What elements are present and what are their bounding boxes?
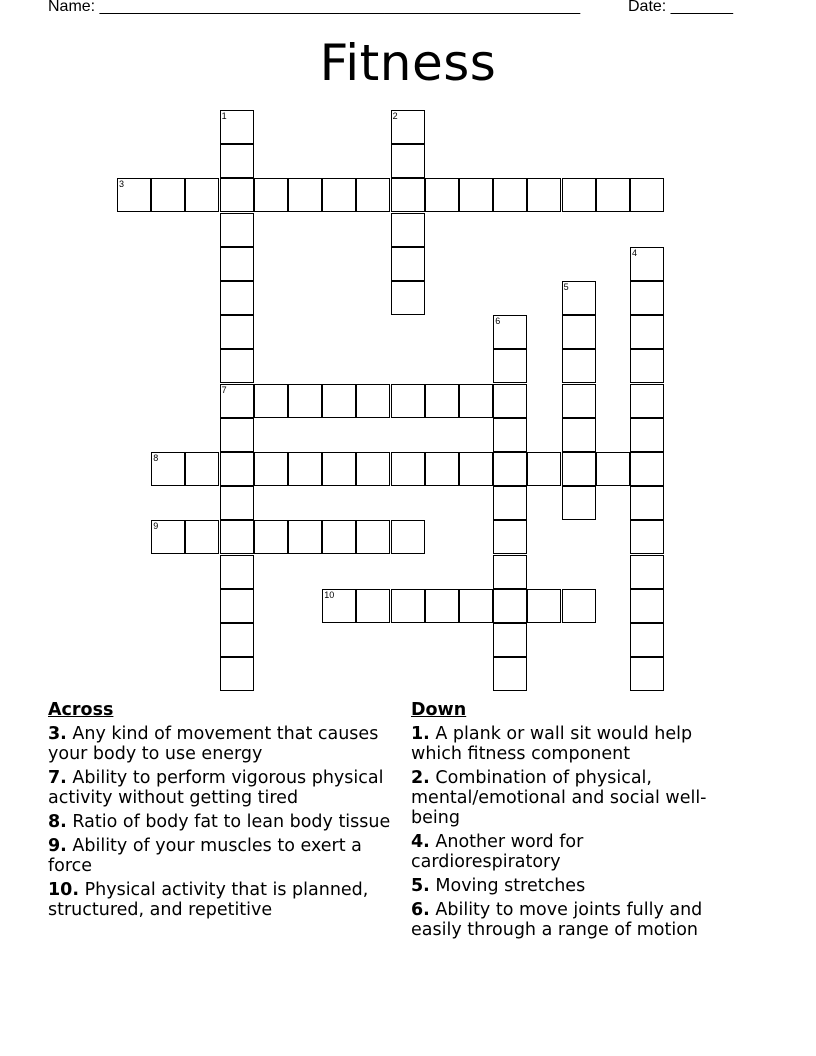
grid-cell[interactable] bbox=[562, 349, 596, 383]
grid-cell[interactable] bbox=[630, 520, 664, 554]
clue-number: 5 bbox=[563, 282, 569, 292]
grid-cell[interactable] bbox=[391, 589, 425, 623]
grid-cell[interactable] bbox=[288, 452, 322, 486]
clue-text: Ability to move joints fully and easily through a range of motion bbox=[411, 900, 703, 940]
grid-cell[interactable] bbox=[493, 486, 527, 520]
across-clue bbox=[48, 724, 398, 764]
grid-cell[interactable] bbox=[630, 281, 664, 315]
grid-cell[interactable] bbox=[254, 520, 288, 554]
grid-cell[interactable] bbox=[630, 178, 664, 212]
grid-cell[interactable] bbox=[562, 281, 596, 315]
grid-cell[interactable] bbox=[630, 315, 664, 349]
grid-cell[interactable] bbox=[220, 144, 254, 178]
across-clue bbox=[48, 836, 398, 876]
grid-cell[interactable] bbox=[596, 452, 630, 486]
clue-text: A plank or wall sit would help which fitness component bbox=[411, 724, 693, 764]
clue-number-label: 4. bbox=[411, 832, 430, 852]
grid-cell[interactable] bbox=[220, 247, 254, 281]
clue-number-label: 5. bbox=[411, 876, 430, 896]
grid-cell[interactable] bbox=[391, 110, 425, 144]
grid-cell[interactable] bbox=[391, 520, 425, 554]
grid-cell[interactable] bbox=[630, 418, 664, 452]
grid-cell[interactable] bbox=[630, 555, 664, 589]
grid-cell[interactable] bbox=[493, 589, 527, 623]
grid-cell[interactable] bbox=[630, 657, 664, 691]
grid-cell[interactable] bbox=[630, 247, 664, 281]
clue-number-label: 9. bbox=[48, 836, 67, 856]
page-title: Fitness bbox=[319, 34, 497, 92]
grid-cell[interactable] bbox=[459, 452, 493, 486]
grid-cell[interactable] bbox=[493, 555, 527, 589]
clue-text: Ability of your muscles to exert a force bbox=[48, 836, 362, 876]
grid-cell[interactable] bbox=[288, 520, 322, 554]
grid-cell[interactable] bbox=[391, 452, 425, 486]
grid-cell[interactable] bbox=[562, 589, 596, 623]
grid-cell[interactable] bbox=[425, 589, 459, 623]
grid-cell[interactable] bbox=[254, 452, 288, 486]
clue-number-label: 10. bbox=[48, 880, 80, 900]
grid-cell[interactable] bbox=[220, 110, 254, 144]
grid-cell[interactable] bbox=[322, 452, 356, 486]
clue-number: 7 bbox=[221, 384, 227, 395]
across-clue bbox=[48, 812, 398, 832]
grid-cell[interactable] bbox=[425, 384, 459, 418]
grid-cell[interactable] bbox=[562, 418, 596, 452]
grid-cell[interactable] bbox=[562, 384, 596, 418]
grid-cell[interactable] bbox=[596, 178, 630, 212]
grid-cell[interactable] bbox=[322, 520, 356, 554]
grid-cell[interactable] bbox=[493, 452, 527, 486]
grid-cell[interactable] bbox=[220, 520, 254, 554]
grid-cell[interactable] bbox=[220, 315, 254, 349]
grid-cell[interactable] bbox=[493, 657, 527, 691]
grid-cell[interactable] bbox=[185, 452, 219, 486]
grid-cell[interactable] bbox=[288, 178, 322, 212]
grid-cell[interactable] bbox=[220, 418, 254, 452]
grid-cell[interactable] bbox=[220, 384, 254, 418]
grid-cell[interactable] bbox=[356, 520, 390, 554]
clue-text: Combination of physical, mental/emotional and social well-being bbox=[411, 768, 707, 828]
down-clue bbox=[411, 876, 721, 896]
grid-cell[interactable] bbox=[630, 589, 664, 623]
clue-number-label: 1. bbox=[411, 724, 430, 744]
grid-cell[interactable] bbox=[356, 384, 390, 418]
clue-number: 4 bbox=[632, 247, 638, 258]
grid-cell[interactable] bbox=[459, 384, 493, 418]
grid-cell[interactable] bbox=[185, 178, 219, 212]
clue-number: 6 bbox=[495, 316, 501, 327]
across-clues bbox=[48, 700, 398, 924]
grid-cell[interactable] bbox=[220, 213, 254, 247]
grid-cell[interactable] bbox=[459, 178, 493, 212]
grid-cell[interactable] bbox=[391, 213, 425, 247]
across-clue bbox=[48, 768, 398, 808]
down-heading: Down bbox=[411, 700, 467, 720]
grid-cell[interactable] bbox=[356, 452, 390, 486]
grid-cell[interactable] bbox=[322, 384, 356, 418]
clue-number-label: 2. bbox=[411, 768, 430, 788]
down-clue-list bbox=[411, 724, 721, 940]
grid-cell[interactable] bbox=[493, 418, 527, 452]
grid-cell[interactable] bbox=[185, 520, 219, 554]
grid-cell[interactable] bbox=[391, 178, 425, 212]
grid-cell[interactable] bbox=[322, 589, 356, 623]
grid-cell[interactable] bbox=[220, 623, 254, 657]
grid-cell[interactable] bbox=[220, 589, 254, 623]
clue-number-label: 7. bbox=[48, 768, 67, 788]
grid-cell[interactable] bbox=[220, 657, 254, 691]
grid-cell[interactable] bbox=[356, 178, 390, 212]
grid-cell[interactable] bbox=[151, 178, 185, 212]
clue-text: Moving stretches bbox=[429, 876, 586, 896]
clue-number: 3 bbox=[119, 179, 125, 190]
down-clue bbox=[411, 832, 721, 872]
date-field-label[interactable]: Date: _______ bbox=[628, 0, 733, 15]
grid-cell[interactable] bbox=[322, 178, 356, 212]
grid-cell[interactable] bbox=[220, 281, 254, 315]
grid-cell[interactable] bbox=[493, 623, 527, 657]
grid-cell[interactable] bbox=[493, 315, 527, 349]
grid-cell[interactable] bbox=[288, 384, 322, 418]
grid-cell[interactable] bbox=[391, 144, 425, 178]
grid-cell[interactable] bbox=[117, 178, 151, 212]
across-clue bbox=[48, 880, 398, 920]
down-clue bbox=[411, 900, 721, 940]
clue-number: 8 bbox=[153, 453, 159, 463]
name-field-label[interactable]: Name: ______________________________________________________ bbox=[48, 0, 581, 15]
grid-cell[interactable] bbox=[220, 555, 254, 589]
grid-cell[interactable] bbox=[220, 178, 254, 212]
grid-cell[interactable] bbox=[151, 520, 185, 554]
down-clue bbox=[411, 724, 721, 764]
clue-number: 10 bbox=[324, 589, 335, 600]
grid-cell[interactable] bbox=[630, 349, 664, 383]
grid-cell[interactable] bbox=[630, 384, 664, 418]
grid-cell[interactable] bbox=[527, 589, 561, 623]
clue-text: Ability to perform vigorous physical activity without getting tired bbox=[48, 768, 384, 808]
grid-cell[interactable] bbox=[493, 520, 527, 554]
grid-cell[interactable] bbox=[254, 384, 288, 418]
clue-text: Ratio of body fat to lean body tissue bbox=[66, 812, 391, 832]
grid-cell[interactable] bbox=[391, 384, 425, 418]
grid-cell[interactable] bbox=[391, 247, 425, 281]
clue-number-label: 3. bbox=[48, 724, 67, 744]
clue-number: 2 bbox=[392, 111, 398, 121]
clue-number: 1 bbox=[221, 111, 227, 121]
grid-cell[interactable] bbox=[151, 452, 185, 486]
grid-cell[interactable] bbox=[562, 178, 596, 212]
grid-cell[interactable] bbox=[630, 452, 664, 486]
grid-cell[interactable] bbox=[562, 315, 596, 349]
down-clue bbox=[411, 768, 721, 828]
grid-cell[interactable] bbox=[630, 623, 664, 657]
grid-cell[interactable] bbox=[254, 178, 288, 212]
clue-text: Physical activity that is planned, structured, and repetitive bbox=[48, 880, 369, 920]
down-clues bbox=[411, 700, 721, 944]
clue-number: 9 bbox=[153, 521, 159, 532]
grid-cell[interactable] bbox=[630, 486, 664, 520]
grid-cell[interactable] bbox=[562, 486, 596, 520]
grid-cell[interactable] bbox=[220, 486, 254, 520]
grid-cell[interactable] bbox=[391, 281, 425, 315]
grid-cell[interactable] bbox=[493, 349, 527, 383]
clue-number-label: 6. bbox=[411, 900, 430, 920]
grid-cell[interactable] bbox=[220, 349, 254, 383]
grid-cell[interactable] bbox=[459, 589, 493, 623]
grid-cell[interactable] bbox=[220, 452, 254, 486]
grid-cell[interactable] bbox=[425, 178, 459, 212]
clue-text: Another word for cardiorespiratory bbox=[411, 832, 584, 872]
grid-cell[interactable] bbox=[562, 452, 596, 486]
grid-cell[interactable] bbox=[356, 589, 390, 623]
grid-cell[interactable] bbox=[527, 452, 561, 486]
clue-number-label: 8. bbox=[48, 812, 67, 832]
grid-cell[interactable] bbox=[425, 452, 459, 486]
grid-cell[interactable] bbox=[493, 384, 527, 418]
clue-text: Any kind of movement that causes your body to use energy bbox=[48, 724, 379, 764]
grid-cell[interactable] bbox=[527, 178, 561, 212]
grid-cell[interactable] bbox=[493, 178, 527, 212]
across-clue-list bbox=[48, 724, 398, 920]
across-heading: Across bbox=[48, 700, 114, 720]
